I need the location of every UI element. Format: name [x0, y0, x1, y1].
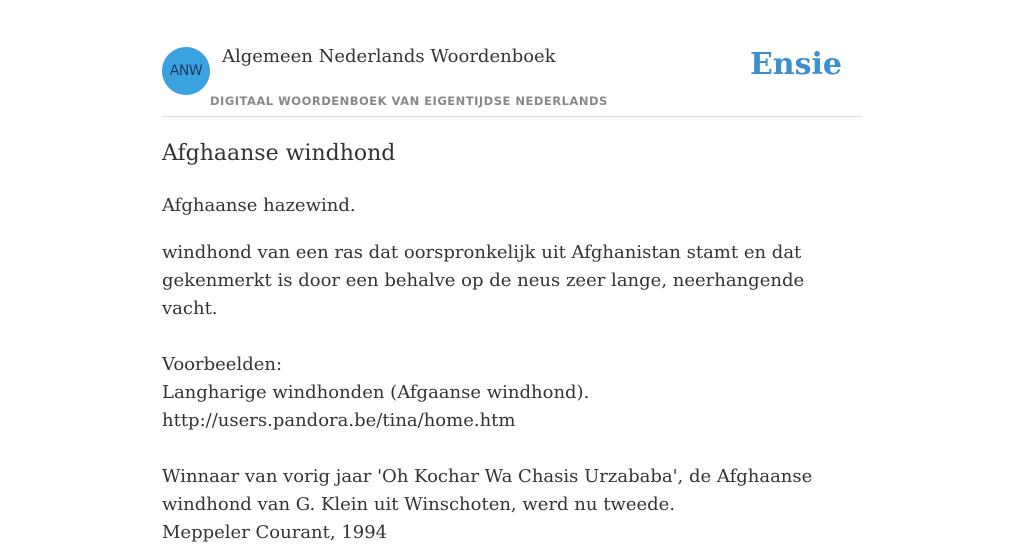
entry-definition: windhond van een ras dat oorspronkelijk uit Afghanistan stamt en dat gekenmerkt is door een behalve op de neus zeer lange, neerhangende vacht.: [162, 242, 805, 319]
site-subtitle: DIGITAAL WOORDENBOEK VAN EIGENTIJDSE NEDERLANDS: [210, 94, 608, 108]
site-header: [162, 0, 862, 117]
ensie-brand-link[interactable]: Ensie: [749, 47, 842, 82]
site-title[interactable]: Algemeen Nederlands Woordenboek: [222, 46, 556, 67]
example-text: Langharige windhonden (Afgaanse windhond).: [162, 382, 590, 403]
spacer: [162, 323, 862, 351]
example-text: Winnaar van vorig jaar 'Oh Kochar Wa Chasis Urzababa', de Afghaanse windhond van G. Klein uit Winschoten, werd nu tweede.: [162, 466, 813, 515]
example-source: http://users.pandora.be/tina/home.htm: [162, 410, 516, 431]
entry-body: [162, 192, 862, 547]
page-container: [162, 0, 862, 543]
example-source: Meppeler Courant, 1994: [162, 522, 388, 543]
spacer: [162, 435, 862, 463]
entry-title: Afghaanse windhond: [162, 141, 396, 166]
examples-label: Voorbeelden:: [162, 354, 283, 375]
anw-logo[interactable]: ANW: [162, 47, 210, 95]
entry-synonym: Afghaanse hazewind.: [162, 195, 356, 216]
